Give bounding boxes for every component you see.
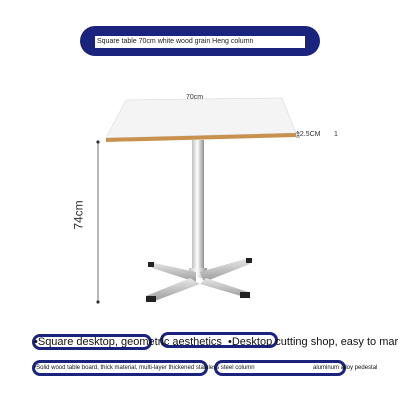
spec-text-2: aluminum alloy pedestal xyxy=(313,365,378,371)
spec-text-1: •Solid wood table board, thick material, multi-layer thickened stainless steel column xyxy=(34,365,255,371)
product-title: Square table 70cm white wood grain Heng column xyxy=(95,36,305,48)
thickness-label: 12.5CM xyxy=(296,131,321,138)
height-dimension-line xyxy=(96,140,99,303)
feature-text-1: •Square desktop, geometric aesthetics xyxy=(34,336,222,348)
width-label: 70cm xyxy=(186,94,204,101)
feature-text-2: •Desktop cutting shop, easy to mar xyxy=(228,336,399,348)
steel-column xyxy=(189,140,207,278)
thickness-extra-label: 1 xyxy=(334,131,338,138)
tabletop xyxy=(106,98,296,142)
height-label: 74cm xyxy=(71,200,86,230)
